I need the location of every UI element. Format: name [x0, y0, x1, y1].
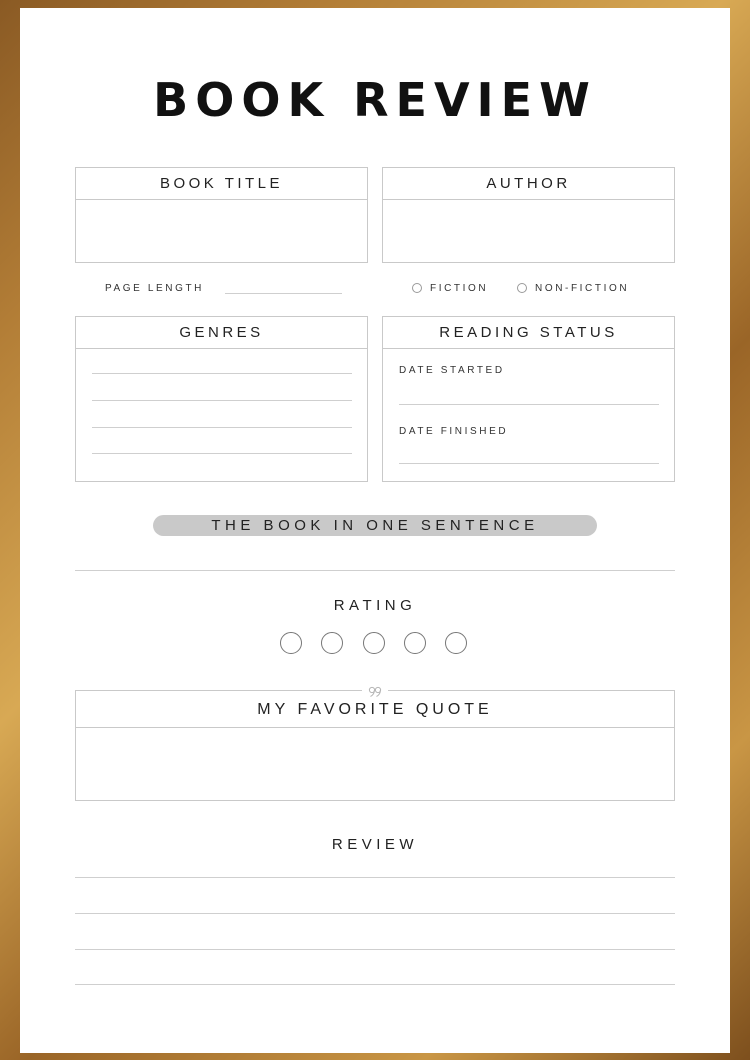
- reading-status-box: [382, 316, 675, 482]
- rating-circle[interactable]: [404, 632, 426, 654]
- date-started-line[interactable]: [399, 404, 659, 405]
- rating-circle[interactable]: [280, 632, 302, 654]
- book-title-box[interactable]: [75, 167, 368, 263]
- page-length-label: PAGE LENGTH: [105, 283, 204, 294]
- rating-label: RATING: [333, 597, 417, 614]
- date-finished-label: DATE FINISHED: [399, 426, 509, 437]
- one-sentence-label: THE BOOK IN ONE SENTENCE: [153, 515, 597, 536]
- genre-line[interactable]: [92, 400, 352, 401]
- review-line[interactable]: [75, 877, 675, 878]
- favorite-quote-box[interactable]: [75, 690, 675, 801]
- rating-circle[interactable]: [445, 632, 467, 654]
- quote-marks-icon: [362, 683, 388, 697]
- review-label: REVIEW: [331, 836, 419, 853]
- review-line[interactable]: [75, 984, 675, 985]
- favorite-quote-label: MY FAVORITE QUOTE: [76, 691, 674, 728]
- fiction-radio[interactable]: [412, 283, 422, 293]
- fiction-label: FICTION: [430, 283, 489, 294]
- date-finished-line[interactable]: [399, 463, 659, 464]
- author-box[interactable]: [382, 167, 675, 263]
- genre-line[interactable]: [92, 453, 352, 454]
- author-label: AUTHOR: [383, 168, 674, 200]
- review-line[interactable]: [75, 949, 675, 950]
- rating-circle[interactable]: [363, 632, 385, 654]
- genre-line[interactable]: [92, 427, 352, 428]
- genres-box: [75, 316, 368, 482]
- non-fiction-radio[interactable]: [517, 283, 527, 293]
- non-fiction-label: NON-FICTION: [535, 283, 630, 294]
- genre-line[interactable]: [92, 373, 352, 374]
- page-length-line[interactable]: [225, 293, 342, 294]
- date-started-label: DATE STARTED: [399, 365, 505, 376]
- page-title: BOOK REVIEW: [153, 73, 597, 127]
- book-title-label: BOOK TITLE: [76, 168, 367, 200]
- rating-circle[interactable]: [321, 632, 343, 654]
- reading-status-label: READING STATUS: [383, 317, 674, 349]
- one-sentence-line[interactable]: [75, 570, 675, 571]
- genres-label: GENRES: [76, 317, 367, 349]
- review-line[interactable]: [75, 913, 675, 914]
